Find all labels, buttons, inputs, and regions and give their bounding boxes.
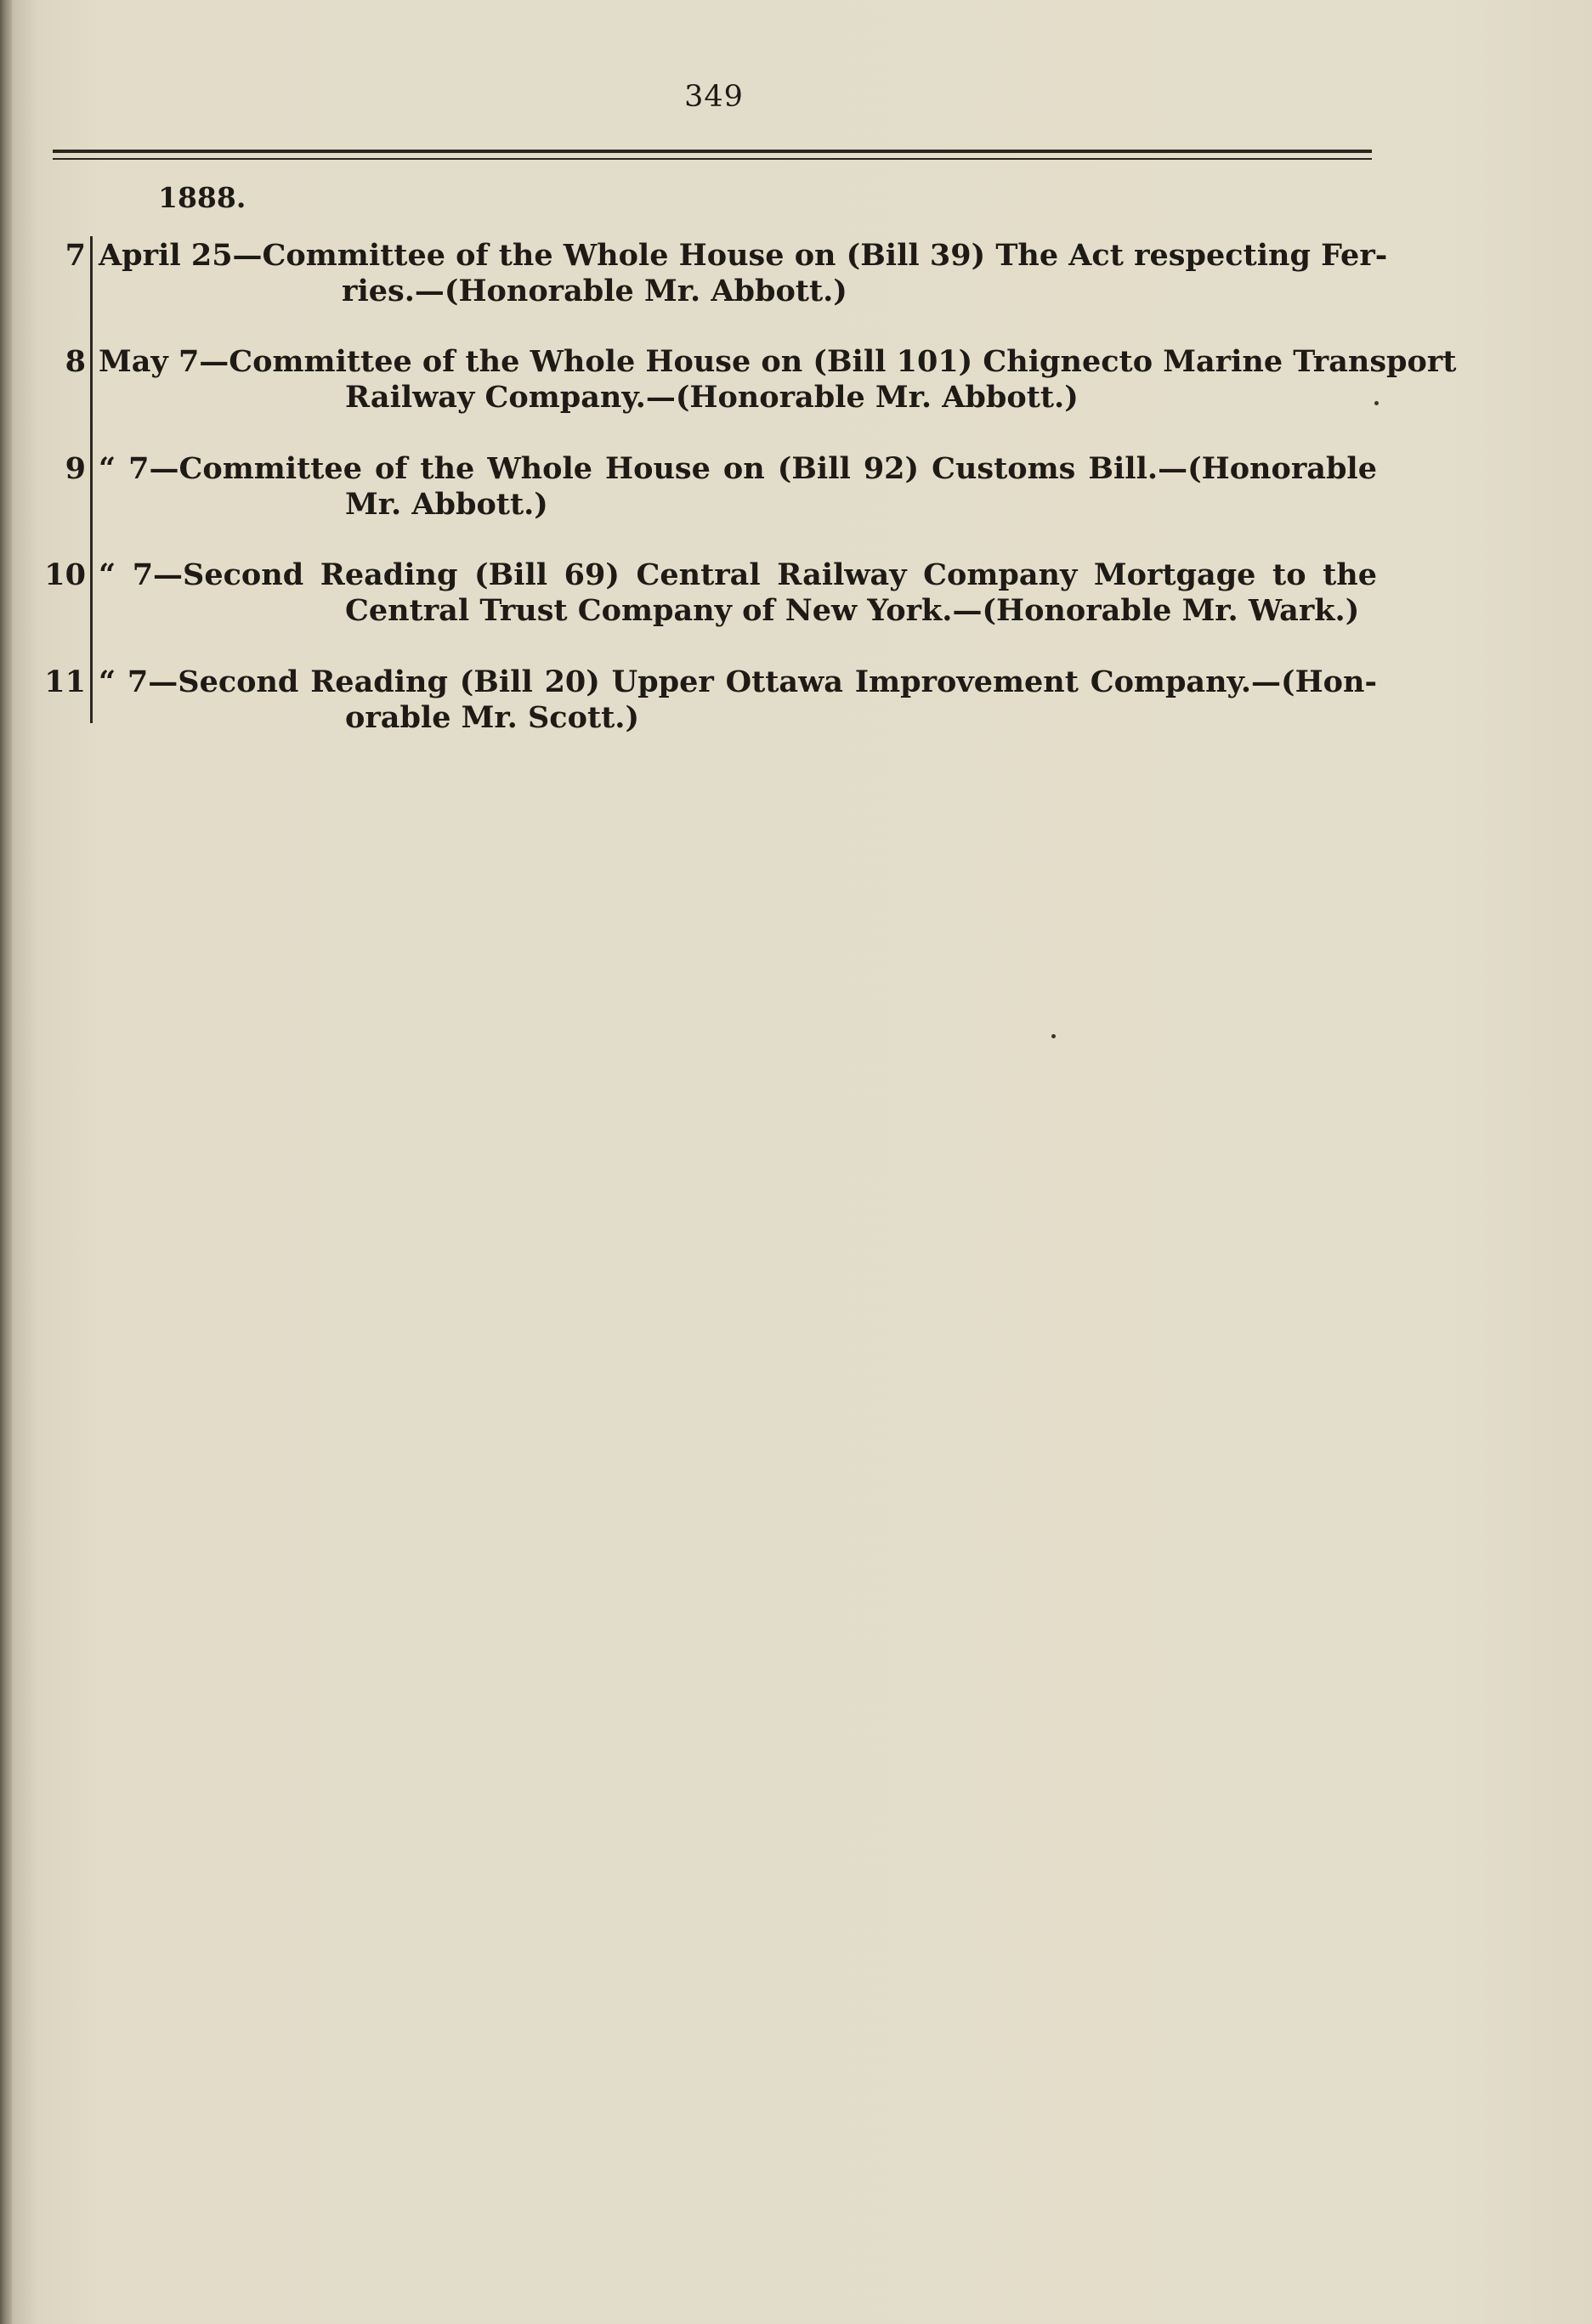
- entry-number-divider: [90, 236, 93, 723]
- entry-text-line-1: May 7—Committee of the Whole House on (Bill 101) Chignecto Marine Transport: [99, 344, 1457, 379]
- entry-number: 9: [65, 451, 86, 486]
- entry-text-line-2: orable Mr. Scott.): [345, 700, 640, 735]
- speck: [1374, 401, 1379, 405]
- header-rule-thick: [53, 150, 1372, 153]
- entry-text-line-1: April 25—Committee of the Whole House on (Bill 39) The Act respecting Fer-: [99, 238, 1388, 273]
- entry-text-line-2: Central Trust Company of New York.—(Honorable Mr. Wark.): [345, 593, 1360, 628]
- entry-text-line-1: “ 7—Second Reading (Bill 20) Upper Ottawa Improvement Company.—(Hon-: [99, 664, 1377, 699]
- year-heading: 1888.: [158, 181, 246, 214]
- speck: [1051, 1034, 1056, 1038]
- entry-text-line-1: “ 7—Committee of the Whole House on (Bill 92) Customs Bill.—(Honorable: [99, 451, 1377, 486]
- entry-text-line-2: Railway Company.—(Honorable Mr. Abbott.): [345, 380, 1079, 415]
- entry-number: 10: [44, 557, 86, 592]
- entry-number: 8: [65, 344, 86, 379]
- entry-text-line-2: Mr. Abbott.): [345, 487, 548, 522]
- page-binding-edge: [0, 0, 12, 2324]
- page-number: 349: [684, 80, 744, 114]
- entry-number: 11: [44, 664, 86, 699]
- header-rule-thin: [53, 158, 1372, 160]
- entry-text-line-2: ries.—(Honorable Mr. Abbott.): [342, 274, 847, 308]
- entry-text-line-1: “ 7—Second Reading (Bill 69) Central Railway Company Mortgage to the: [99, 557, 1377, 592]
- entry-number: 7: [65, 238, 86, 273]
